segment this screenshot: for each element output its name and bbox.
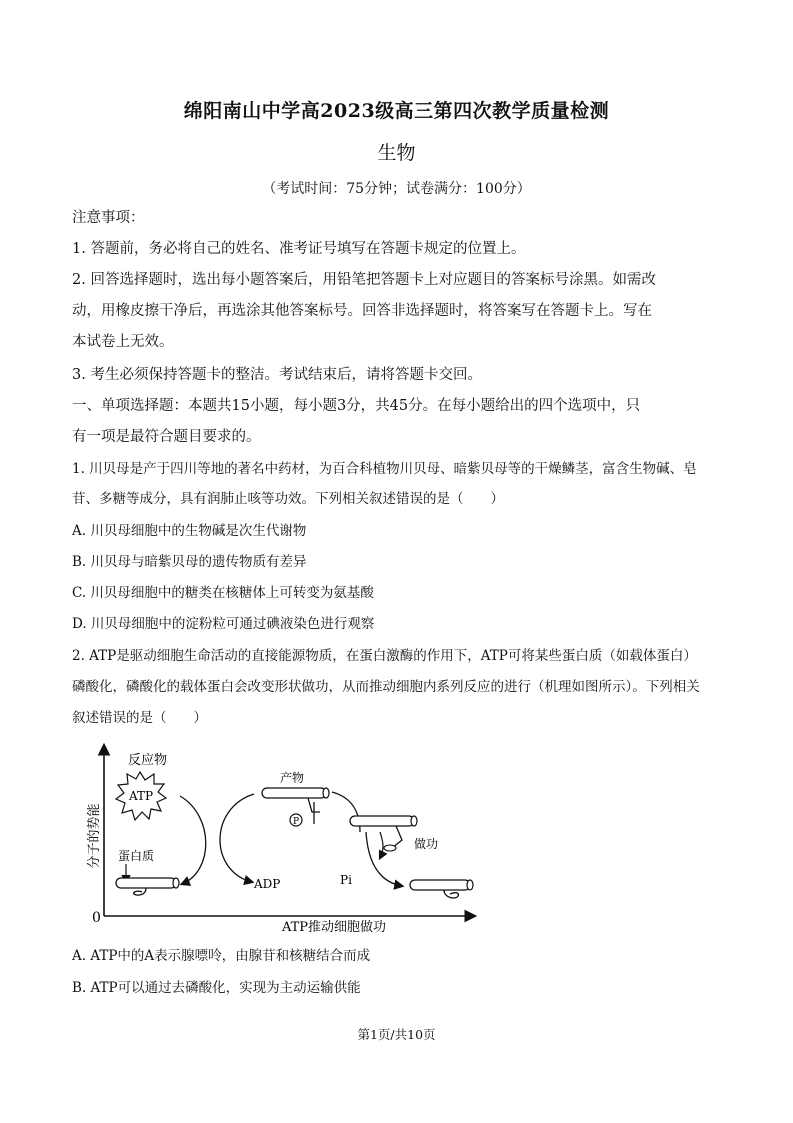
notice-item-1: 1. 答题前，务必将自己的姓名、准考证号填写在答题卡规定的位置上。 — [72, 241, 526, 257]
q2-stem-line-2: 磷酸化，磷酸化的载体蛋白会改变形状做功，从而推动细胞内系列反应的进行（机理如图所示）。下列相关 — [72, 679, 700, 695]
q2-stem-line-1: 2. ATP是驱动细胞生命活动的直接能源物质，在蛋白激酶的作用下，ATP可将某些蛋白质（如载体蛋白） — [72, 648, 697, 664]
q1-stem-line-2: 苷、多糖等成分，具有润肺止咳等功效。下列相关叙述错误的是（ ） — [72, 491, 504, 507]
phosphate-label: P — [292, 817, 300, 827]
protein-label: 蛋白质 — [118, 849, 155, 863]
work-arrow — [380, 832, 383, 858]
q1-option-b: B. 川贝母与暗紫贝母的遗传物质有差异 — [72, 554, 307, 570]
exam-title: 绵阳南山中学高2023级高三第四次教学质量检测 — [183, 100, 610, 122]
section-1-line-1: 一、单项选择题：本题共15小题，每小题3分，共45分。在每小题给出的四个选项中，只 — [72, 398, 641, 414]
notice-heading: 注意事项： — [72, 210, 145, 226]
protein-cylinder-icon — [116, 878, 176, 888]
q1-option-d: D. 川贝母细胞中的淀粉粒可通过碘液染色进行观察 — [72, 616, 375, 632]
notice-item-2-line-2: 动，用橡皮擦干净后，再选涂其他答案标号。回答非选择题时，将答案写在答题卡上。写在 — [72, 303, 652, 319]
pi-label: Pi — [340, 873, 352, 887]
phosphorylated-protein-icon — [262, 788, 326, 798]
notice-item-2-line-3: 本试卷上无效。 — [72, 334, 174, 350]
q1-stem-line-1: 1. 川贝母是产于四川等地的著名中药材，为百合科植物川贝母、暗紫贝母等的干燥鳞茎，富含生物碱、皂 — [72, 461, 697, 477]
notice-item-3: 3. 考生必须保持答题卡的整洁。考试结束后，请将答题卡交回。 — [72, 367, 482, 383]
exam-info: （考试时间：75分钟；试卷满分：100分） — [262, 181, 531, 197]
subject-title: 生物 — [377, 142, 416, 164]
q1-option-a: A. 川贝母细胞中的生物碱是次生代谢物 — [72, 523, 307, 539]
adp-release-arrow — [220, 794, 254, 882]
x-axis-label: ATP推动细胞做功 — [281, 920, 387, 934]
atp-label: ATP — [128, 789, 154, 803]
section-1-line-2: 有一项是最符合题目要求的。 — [72, 429, 261, 445]
adp-label: ADP — [254, 877, 281, 891]
product-label: 产物 — [280, 771, 305, 785]
q2-option-b: B. ATP可以通过去磷酸化，实现为主动运输供能 — [72, 980, 361, 996]
q2-option-a: A. ATP中的A表示腺嘌呤，由腺苷和核糖结合而成 — [72, 948, 371, 964]
working-protein-icon — [350, 816, 414, 826]
q2-stem-line-3: 叙述错误的是（ ） — [72, 710, 207, 726]
origin-label: 0 — [92, 910, 101, 926]
atp-mechanism-figure — [84, 736, 484, 934]
restored-protein-icon — [410, 880, 470, 890]
y-axis-label: 分子的势能 — [87, 803, 102, 869]
reactant-label: 反应物 — [128, 753, 168, 768]
notice-item-2-line-1: 2. 回答选择题时，选出每小题答案后，用铅笔把答题卡上对应题目的答案标号涂黑。如需改 — [72, 272, 656, 288]
dephosphorylation-arrow — [366, 832, 402, 886]
page-number: 第1页/共10页 — [357, 1027, 436, 1042]
reaction-arrow-1 — [180, 796, 206, 884]
work-label: 做功 — [414, 837, 439, 851]
q1-option-c: C. 川贝母细胞中的糖类在核糖体上可转变为氨基酸 — [72, 585, 374, 601]
